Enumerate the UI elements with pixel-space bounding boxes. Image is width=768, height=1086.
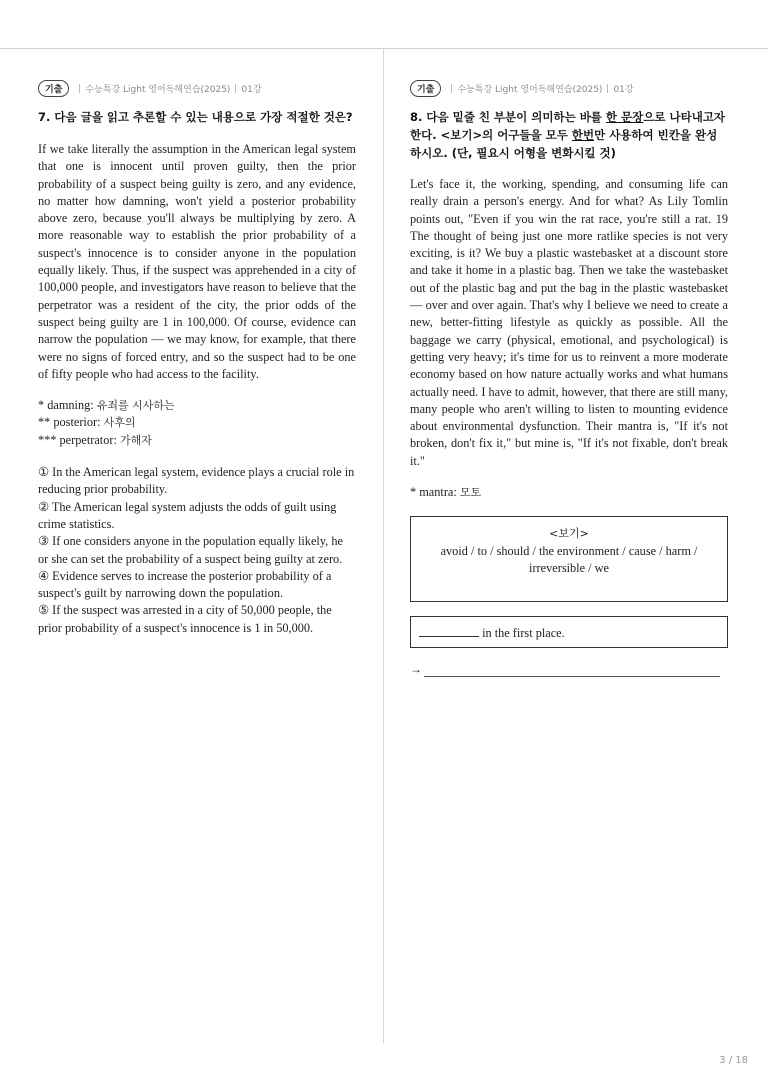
underlined-phrase: 한 문장 — [605, 110, 644, 124]
past-exam-badge: 기출 — [410, 80, 441, 97]
vocab-note: * mantra: 모토 — [410, 485, 482, 500]
past-exam-badge: 기출 — [38, 80, 69, 97]
answer-suffix: in the first place. — [479, 626, 565, 641]
word-bank-words: avoid / to / should / the environment / cause / harm / irreversible / we — [440, 543, 698, 575]
lesson-label: 01강 — [241, 84, 262, 95]
source-label: 수능특강 Light 영어독해연습(2025) — [85, 84, 231, 95]
header-rule — [0, 48, 768, 49]
question-7 — [38, 80, 356, 637]
choice-1[interactable]: ① In the American legal system, evidence plays a crucial role in reducing prior probability. — [38, 465, 355, 497]
passage-text: If we take literally the assumption in the American legal system that one is innocent until proven guilty, then the prior probability of a suspect being guilty is zero, and any evidence, no matter how damning, won't yield a posterior probability above zero, because you'll always be multiplying by zero. A more reasonable way to establish the prior probability of a suspect's innocence is to consider anyone in the population equally likely. Thus, if the suspect was apprehended in a city of 100,000 people, and investigators have reason to believe that the perpetrator was a resident of the city, the prior odds of the suspect being guilty are 1 in 100,000. Of course, evidence can narrow the population — we may know, for example, that there were no signs of forced entry, and so the suspect had to be one of fifty people who had access to the facility. — [38, 142, 356, 381]
choice-3[interactable]: ③ If one considers anyone in the population equally likely, he or she can set the probability of a suspect being guilty at zero. — [38, 534, 343, 566]
vocab-note: * damning: 유죄를 시사하는 — [38, 398, 175, 413]
answer-write-line[interactable] — [424, 666, 720, 677]
answer-blank[interactable] — [419, 624, 479, 637]
answer-choices — [38, 464, 356, 637]
vocab-note: ** posterior: 사후의 — [38, 415, 136, 430]
word-bank-box — [410, 516, 728, 602]
choice-2[interactable]: ② The American legal system adjusts the odds of guilt using crime statistics. — [38, 499, 337, 531]
underlined-phrase: 한번 — [571, 128, 595, 142]
choice-5[interactable]: ⑤ If the suspect was arrested in a city of 50,000 people, the prior probability of a suspect's innocence is 1 in 50,000. — [38, 603, 332, 635]
answer-sentence-box — [410, 616, 728, 648]
word-bank-title: <보기> — [549, 527, 589, 541]
question-8 — [410, 80, 728, 677]
answer-line — [410, 662, 728, 677]
question-meta — [410, 80, 728, 96]
arrow-icon: → — [410, 662, 422, 677]
column-divider — [383, 48, 384, 1043]
meta-separator — [451, 84, 452, 93]
page-number: 3 / 18 — [719, 1055, 748, 1066]
lesson-label: 01강 — [613, 84, 634, 95]
passage-text: Let's face it, the working, spending, and consuming life can really drain a person's energy. And for what? As Lily Tomlin points out, "Even if you win the rat race, you're still a rat. 19 The thought of being just one more ratlike species is not very exciting, is it? We buy a plastic wastebasket at a discount store and take it home in a plastic bag. Then we take the wastebasket out of the plastic bag and put the bag in the plastic wastebasket — over and over again. That's why I believe we need to create a new, better-fitting lifestyle as quickly as possible. All the baggage we carry (physical, emotional, and psychological) is getting very heavy; it's time for us to reinvent a more moderate economy based on how nature actually works and what humans actually need. I have to admit, however, that there are still many, many people who aren't willing to listen to mounting evidence about environmental dysfunction. Their mantra is, "If it's not broken, don't fix it," but mine is, "If it's not fixable, don't break it." — [410, 177, 728, 468]
meta-separator — [79, 84, 80, 93]
choice-4[interactable]: ④ Evidence serves to increase the posterior probability of a suspect's guilt by narrowing down the population. — [38, 568, 332, 601]
vocab-note: *** perpetrator: 가해자 — [38, 432, 152, 447]
question-meta — [38, 80, 356, 96]
question-title: 7. 다음 글을 읽고 추론할 수 있는 내용으로 가장 적절한 것은? — [38, 110, 353, 124]
meta-separator — [607, 84, 608, 93]
meta-separator — [235, 84, 236, 93]
question-title: 8. 다음 밑줄 친 부분이 의미하는 바를 한 문장으로 나타내고자 한다. <보기>의 어구들을 모두 한번만 사용하여 빈칸을 완성하시오. (단, 필요시 어형을 변화시킬 것) — [410, 110, 726, 160]
source-label: 수능특강 Light 영어독해연습(2025) — [457, 84, 603, 95]
vocab-notes — [38, 397, 356, 449]
